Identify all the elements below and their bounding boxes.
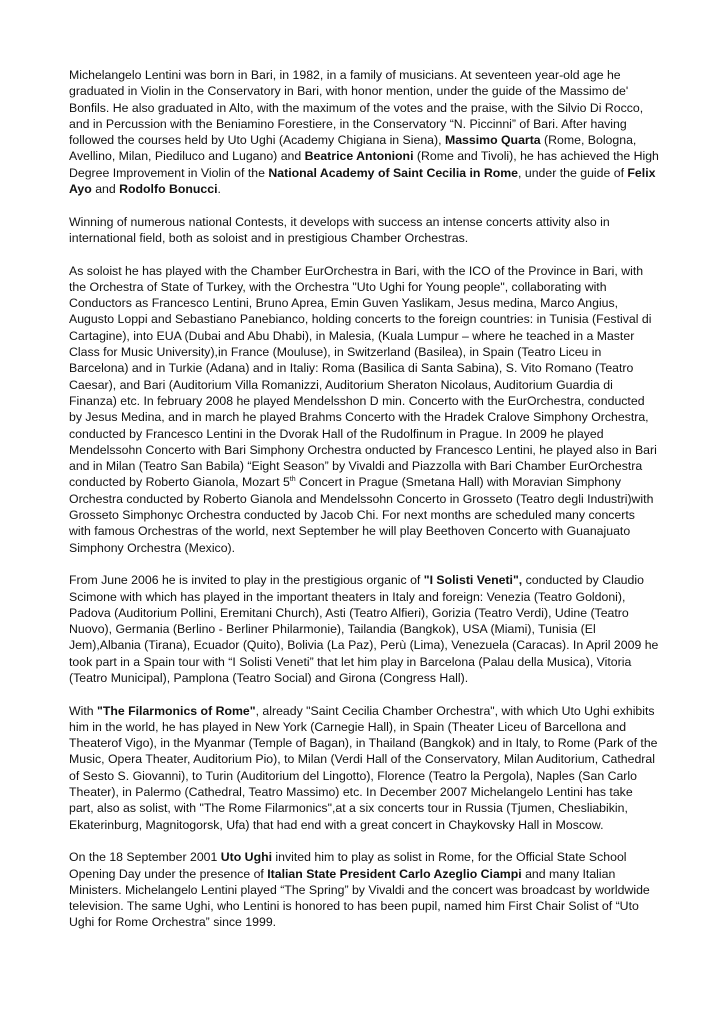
text-segment: On the 18 September 2001	[69, 850, 221, 865]
text-segment: and many Italian Ministers. Michelangelo Lentini played “The Spring” by Vivaldi and the concert was broadcast by worldwide television. The same Ughi, who Lentini is honored to has been pupil, named him First Chair Solist of “Uto Ughi for Rome Orchestra” since 1999.	[69, 866, 650, 930]
bold-text-segment: "The Filarmonics of Rome"	[97, 703, 256, 718]
text-segment: From June 2006 he is invited to play in the prestigious organic of	[69, 573, 424, 588]
text-segment: , already "Saint Cecilia Chamber Orchestra", with which Uto Ughi exhibits him in the world, he has played in New York (Carnegie Hall), in Spain (Theater Liceu of Barcellona and Theaterof Vigo), in the Myanmar (Temple of Bagan), in Thailand (Bangkok) and in Italy, to Rome (Park of the Music, Opera Theater, Auditorium Pio), to Milan (Verdi Hall of the Conservatory, Milan Auditorium, Cathedral of Sesto S. Giovanni), to Turin (Auditorium del Lingotto), Florence (Teatro la Pergola), Naples (San Carlo Theater), in Palermo (Cathedral, Teatro Massimo) etc. In December 2007 Michelangelo Lentini has take part, also as solist, with "The Rome Filarmonics",at a six concerts tour in Russia (Tjumen, Chesliabikin, Ekaterinburg, Magnitogorsk, Ufa) that had end with a great concert in Chaykovsky Hall in Moscow.	[69, 703, 658, 832]
text-segment: With	[69, 703, 98, 718]
bold-text-segment: Beatrice Antonioni	[304, 149, 414, 164]
text-segment: and	[91, 182, 120, 197]
paragraph-uto-ughi-invitation	[69, 849, 659, 930]
paragraph-filarmonics-of-rome	[69, 703, 659, 833]
paragraph-solisti-veneti	[69, 572, 659, 686]
text-segment: conducted by Claudio Scimone with which has played in the important theaters in Italy and foreign: Venezia (Teatro Goldoni), Padova (Auditorium Pollini, Eremitani Church), Asti (Teatro Alfieri), Gorizia (Teatro Verdi), Udine (Teatro Nuovo), Germania (Berlino - Berliner Philarmonie), Tailandia (Bangkok), USA (Miami), Tunisia (El Jem),Albania (Tirana), Ecuador (Quito), Bolivia (La Paz), Perù (Lima), Venezuela (Caracas). In April 2009 he took part in a Spain tour with “I Solisti Veneti” that let him play in Barcelona (Palau della Musica), Vitoria (Teatro Municipal), Pamplona (Teatro Social) and Girona (Congress Hall).	[69, 573, 659, 685]
superscript-segment: th	[289, 476, 296, 484]
text-segment: Concert in Prague (Smetana Hall) with Moravian Simphony Orchestra conducted by Roberto Gianola and Mendelssohn Concerto in Grosseto (Teatro degli Industri)with Grosseto Simphonyc Orchestra conducted by Jacob Chi. For next months are scheduled many concerts with famous Orchestras of the world, next September he will play Beethoven Concerto with Guanajuato Simphony Orchestra (Mexico).	[69, 475, 654, 555]
text-segment: invited him to play as solist in Rome, for the Official State School Opening Day under the presence of	[69, 850, 627, 881]
text-segment: Winning of numerous national Contests, it develops with success an intense concerts attivity also in international field, both as soloist and in prestigious Chamber Orchestras.	[69, 214, 610, 245]
document-body	[69, 67, 659, 947]
bold-text-segment: National Academy of Saint Cecilia in Rome	[268, 165, 519, 180]
text-segment: , under the guide of	[518, 165, 628, 180]
text-segment: As soloist he has played with the Chamber EurOrchestra in Bari, with the ICO of the Province in Bari, with the Orchestra of State of Turkey, with the Orchestra "Uto Ughi for Young people", collaborating with Conductors as Francesco Lentini, Bruno Aprea, Emin Guven Yaslikam, Jesus medina, Marco Angius, Augusto Loppi and Sebastiano Panebianco, holding concerts to the foreign countries: in Tunisia (Festival di Cartagine), into EUA (Dubai and Abu Dhabi), in Malesia, (Kuala Lumpur – where he teached in a Master Class for Music University),in France (Mouluse), in Switzerland (Basilea), in Spain (Teatro Liceu in Barcelona) and in Turkie (Adana) and in Italiy: Roma (Basilica di Santa Sabina), S. Vito Romano (Teatro Caesar), and Bari (Auditorium Villa Romanizzi, Auditorium Sheraton Nicolaus, Auditorium Guardia di Finanza) etc. In february 2008 he played Mendelsshon D min. Concerto with the EurOrchestra, conducted by Jesus Medina, and in march he played Brahms Concerto with the Hradek Cralove Simphony Orchestra, conducted by Francesco Lentini in the Dvorak Hall of the Rudolfinum in Prague. In 2009 he played Mendelssohn Concerto with Bari Simphony Orchestra onducted by Francesco Lentini, he played also in Bari and in Milan (Teatro San Babila) “Eight Season” by Vivaldi and Piazzolla with Bari Chamber EurOrchestra conducted by Roberto Gianola, Mozart 5	[69, 263, 657, 490]
paragraph-soloist-career	[69, 263, 659, 556]
paragraph-biography-intro	[69, 67, 659, 197]
text-segment: (Rome, Bologna, Avellino, Milan, Piediluco and Lugano) and	[69, 133, 637, 164]
bold-text-segment: Uto Ughi	[220, 850, 273, 865]
bold-text-segment: Rodolfo Bonucci	[119, 182, 218, 197]
bold-text-segment: "I Solisti Veneti",	[423, 573, 523, 588]
bold-text-segment: Massimo Quarta	[444, 133, 541, 148]
text-segment: (Rome and Tivoli), he has achieved the High Degree Improvement in Violin of the	[69, 149, 659, 180]
paragraph-contests	[69, 214, 659, 247]
text-segment: .	[217, 182, 221, 197]
bold-text-segment: Italian State President Carlo Azeglio Ciampi	[267, 866, 522, 881]
bold-text-segment: Felix Ayo	[69, 165, 656, 197]
text-segment: Michelangelo Lentini was born in Bari, in 1982, in a family of musicians. At seventeen year-old age he graduated in Violin in the Conservatory in Bari, with honor mention, under the guide of the Massimo de' Bonfils. He also graduated in Alto, with the maximum of the votes and the praise, with the Silvio Di Rocco, and in Percussion with the Beniamino Forestiere, in the Conservatory “N. Piccinni” of Bari. After having followed the courses held by Uto Ughi (Academy Chigiana in Siena),	[69, 68, 644, 148]
